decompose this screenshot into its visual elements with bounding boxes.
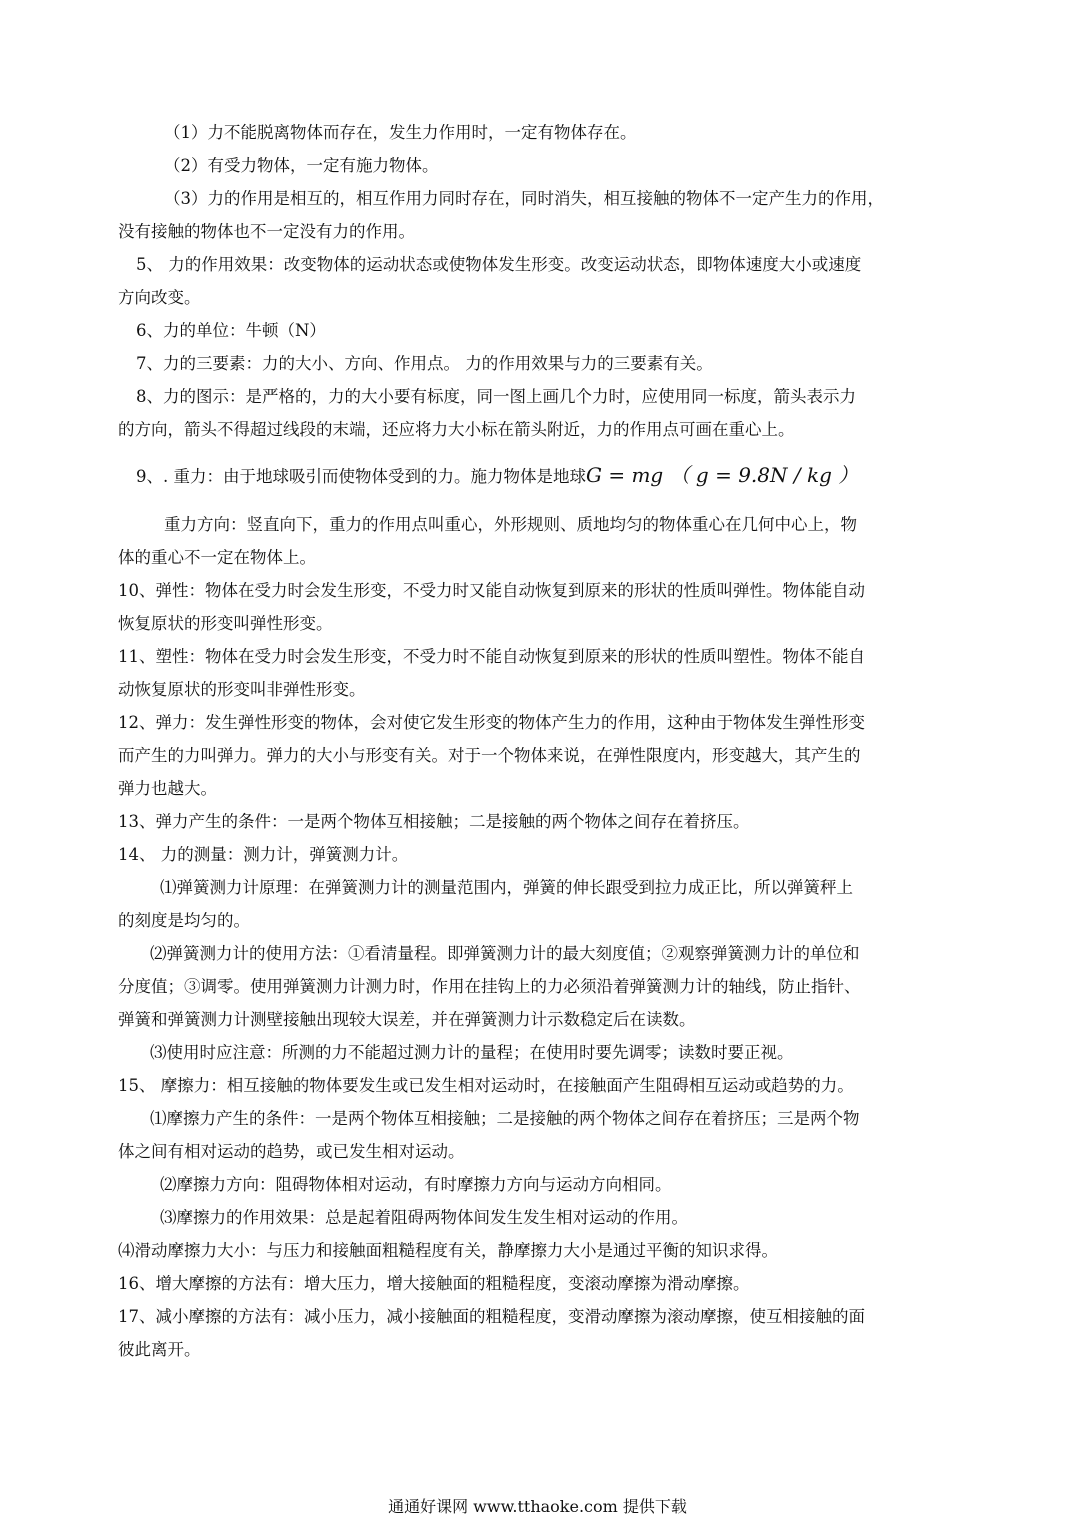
footer-source: 通通好课网 www.tthaoke.com 提供下载	[388, 1497, 687, 1516]
text-line: ⑴弹簧测力计原理：在弹簧测力计的测量范围内，弹簧的伸长跟受到拉力成正比，所以弹簧秤上	[160, 878, 853, 897]
text-line: ⑷滑动摩擦力大小：与压力和接触面粗糙程度有关，静摩擦力大小是通过平衡的知识求得。	[118, 1241, 778, 1260]
text-line: 15、 摩擦力：相互接触的物体要发生或已发生相对运动时，在接触面产生阻碍相互运动或趋势的力。	[118, 1076, 854, 1095]
text-line: 的方向，箭头不得超过线段的末端，还应将力大小标在箭头附近，力的作用点可画在重心上。	[118, 420, 795, 439]
text-line: 的刻度是均匀的。	[118, 911, 250, 930]
text-line: 16、增大摩擦的方法有：增大压力，增大接触面的粗糙程度，变滚动摩擦为滑动摩擦。	[118, 1274, 750, 1293]
text-line: （1）力不能脱离物体而存在，发生力作用时，一定有物体存在。	[164, 123, 637, 142]
text-line: 重力方向：竖直向下，重力的作用点叫重心，外形规则、质地均匀的物体重心在几何中心上，物	[164, 515, 857, 534]
text-line: ⑶摩擦力的作用效果：总是起着阻碍两物体间发生发生相对运动的作用。	[160, 1208, 688, 1227]
text-line: 8、力的图示：是严格的，力的大小要有标度，同一图上画几个力时，应使用同一标度，箭头表示力	[136, 387, 856, 406]
text-line: 恢复原状的形变叫弹性形变。	[118, 614, 333, 633]
text-line: 12、弹力：发生弹性形变的物体，会对使它发生形变的物体产生力的作用，这种由于物体发生弹性形变	[118, 713, 865, 732]
text-line: （3）力的作用是相互的，相互作用力同时存在，同时消失，相互接触的物体不一定产生力的作用，	[164, 189, 884, 208]
gravity-formula: G = mg （ g = 9.8N / kg ）	[586, 463, 859, 487]
text-line: 10、弹性：物体在受力时会发生形变，不受力时又能自动恢复到原来的形状的性质叫弹性。物体能自动	[118, 581, 865, 600]
text-line: 6、力的单位：牛顿（N）	[136, 321, 326, 340]
text-line: 动恢复原状的形变叫非弹性形变。	[118, 680, 366, 699]
gravity-line	[136, 463, 936, 489]
text-line: ⑶使用时应注意：所测的力不能超过测力计的量程；在使用时要先调零；读数时要正视。	[150, 1043, 794, 1062]
text-line: 弹簧和弹簧测力计测壁接触出现较大误差，并在弹簧测力计示数稳定后在读数。	[118, 1010, 696, 1029]
text-line: 体的重心不一定在物体上。	[118, 548, 316, 567]
text-line: （2）有受力物体，一定有施力物体。	[164, 156, 439, 175]
text-line: 彼此离开。	[118, 1340, 201, 1359]
text-line: 11、塑性：物体在受力时会发生形变，不受力时不能自动恢复到原来的形状的性质叫塑性。物体不能自	[118, 647, 865, 666]
text-line: 13、弹力产生的条件：一是两个物体互相接触；二是接触的两个物体之间存在着挤压。	[118, 812, 750, 831]
text-line: 5、 力的作用效果：改变物体的运动状态或使物体发生形变。改变运动状态，即物体速度大小或速度	[136, 255, 862, 274]
text-line: ⑵弹簧测力计的使用方法：①看清量程。即弹簧测力计的最大刻度值；②观察弹簧测力计的单位和	[150, 944, 860, 963]
text-line: 弹力也越大。	[118, 779, 217, 798]
text-line: 分度值；③调零。使用弹簧测力计测力时，作用在挂钩上的力必须沿着弹簧测力计的轴线，防止指针、	[118, 977, 861, 996]
text-line: 7、力的三要素：力的大小、方向、作用点。 力的作用效果与力的三要素有关。	[136, 354, 713, 373]
text-line: ⑴摩擦力产生的条件：一是两个物体互相接触；二是接触的两个物体之间存在着挤压；三是两个物	[150, 1109, 860, 1128]
text-line: 方向改变。	[118, 288, 201, 307]
text-line: 没有接触的物体也不一定没有力的作用。	[118, 222, 415, 241]
text-line: 体之间有相对运动的趋势，或已发生相对运动。	[118, 1142, 465, 1161]
gravity-text: 9、. 重力：由于地球吸引而使物体受到的力。施力物体是地球	[136, 467, 586, 486]
text-line: 14、 力的测量：测力计，弹簧测力计。	[118, 845, 409, 864]
text-line: ⑵摩擦力方向：阻碍物体相对运动，有时摩擦力方向与运动方向相同。	[160, 1175, 672, 1194]
text-line: 17、减小摩擦的方法有：减小压力，减小接触面的粗糙程度，变滑动摩擦为滚动摩擦，使互相接触的面	[118, 1307, 865, 1326]
text-line: 而产生的力叫弹力。弹力的大小与形变有关。对于一个物体来说，在弹性限度内，形变越大，其产生的	[118, 746, 861, 765]
